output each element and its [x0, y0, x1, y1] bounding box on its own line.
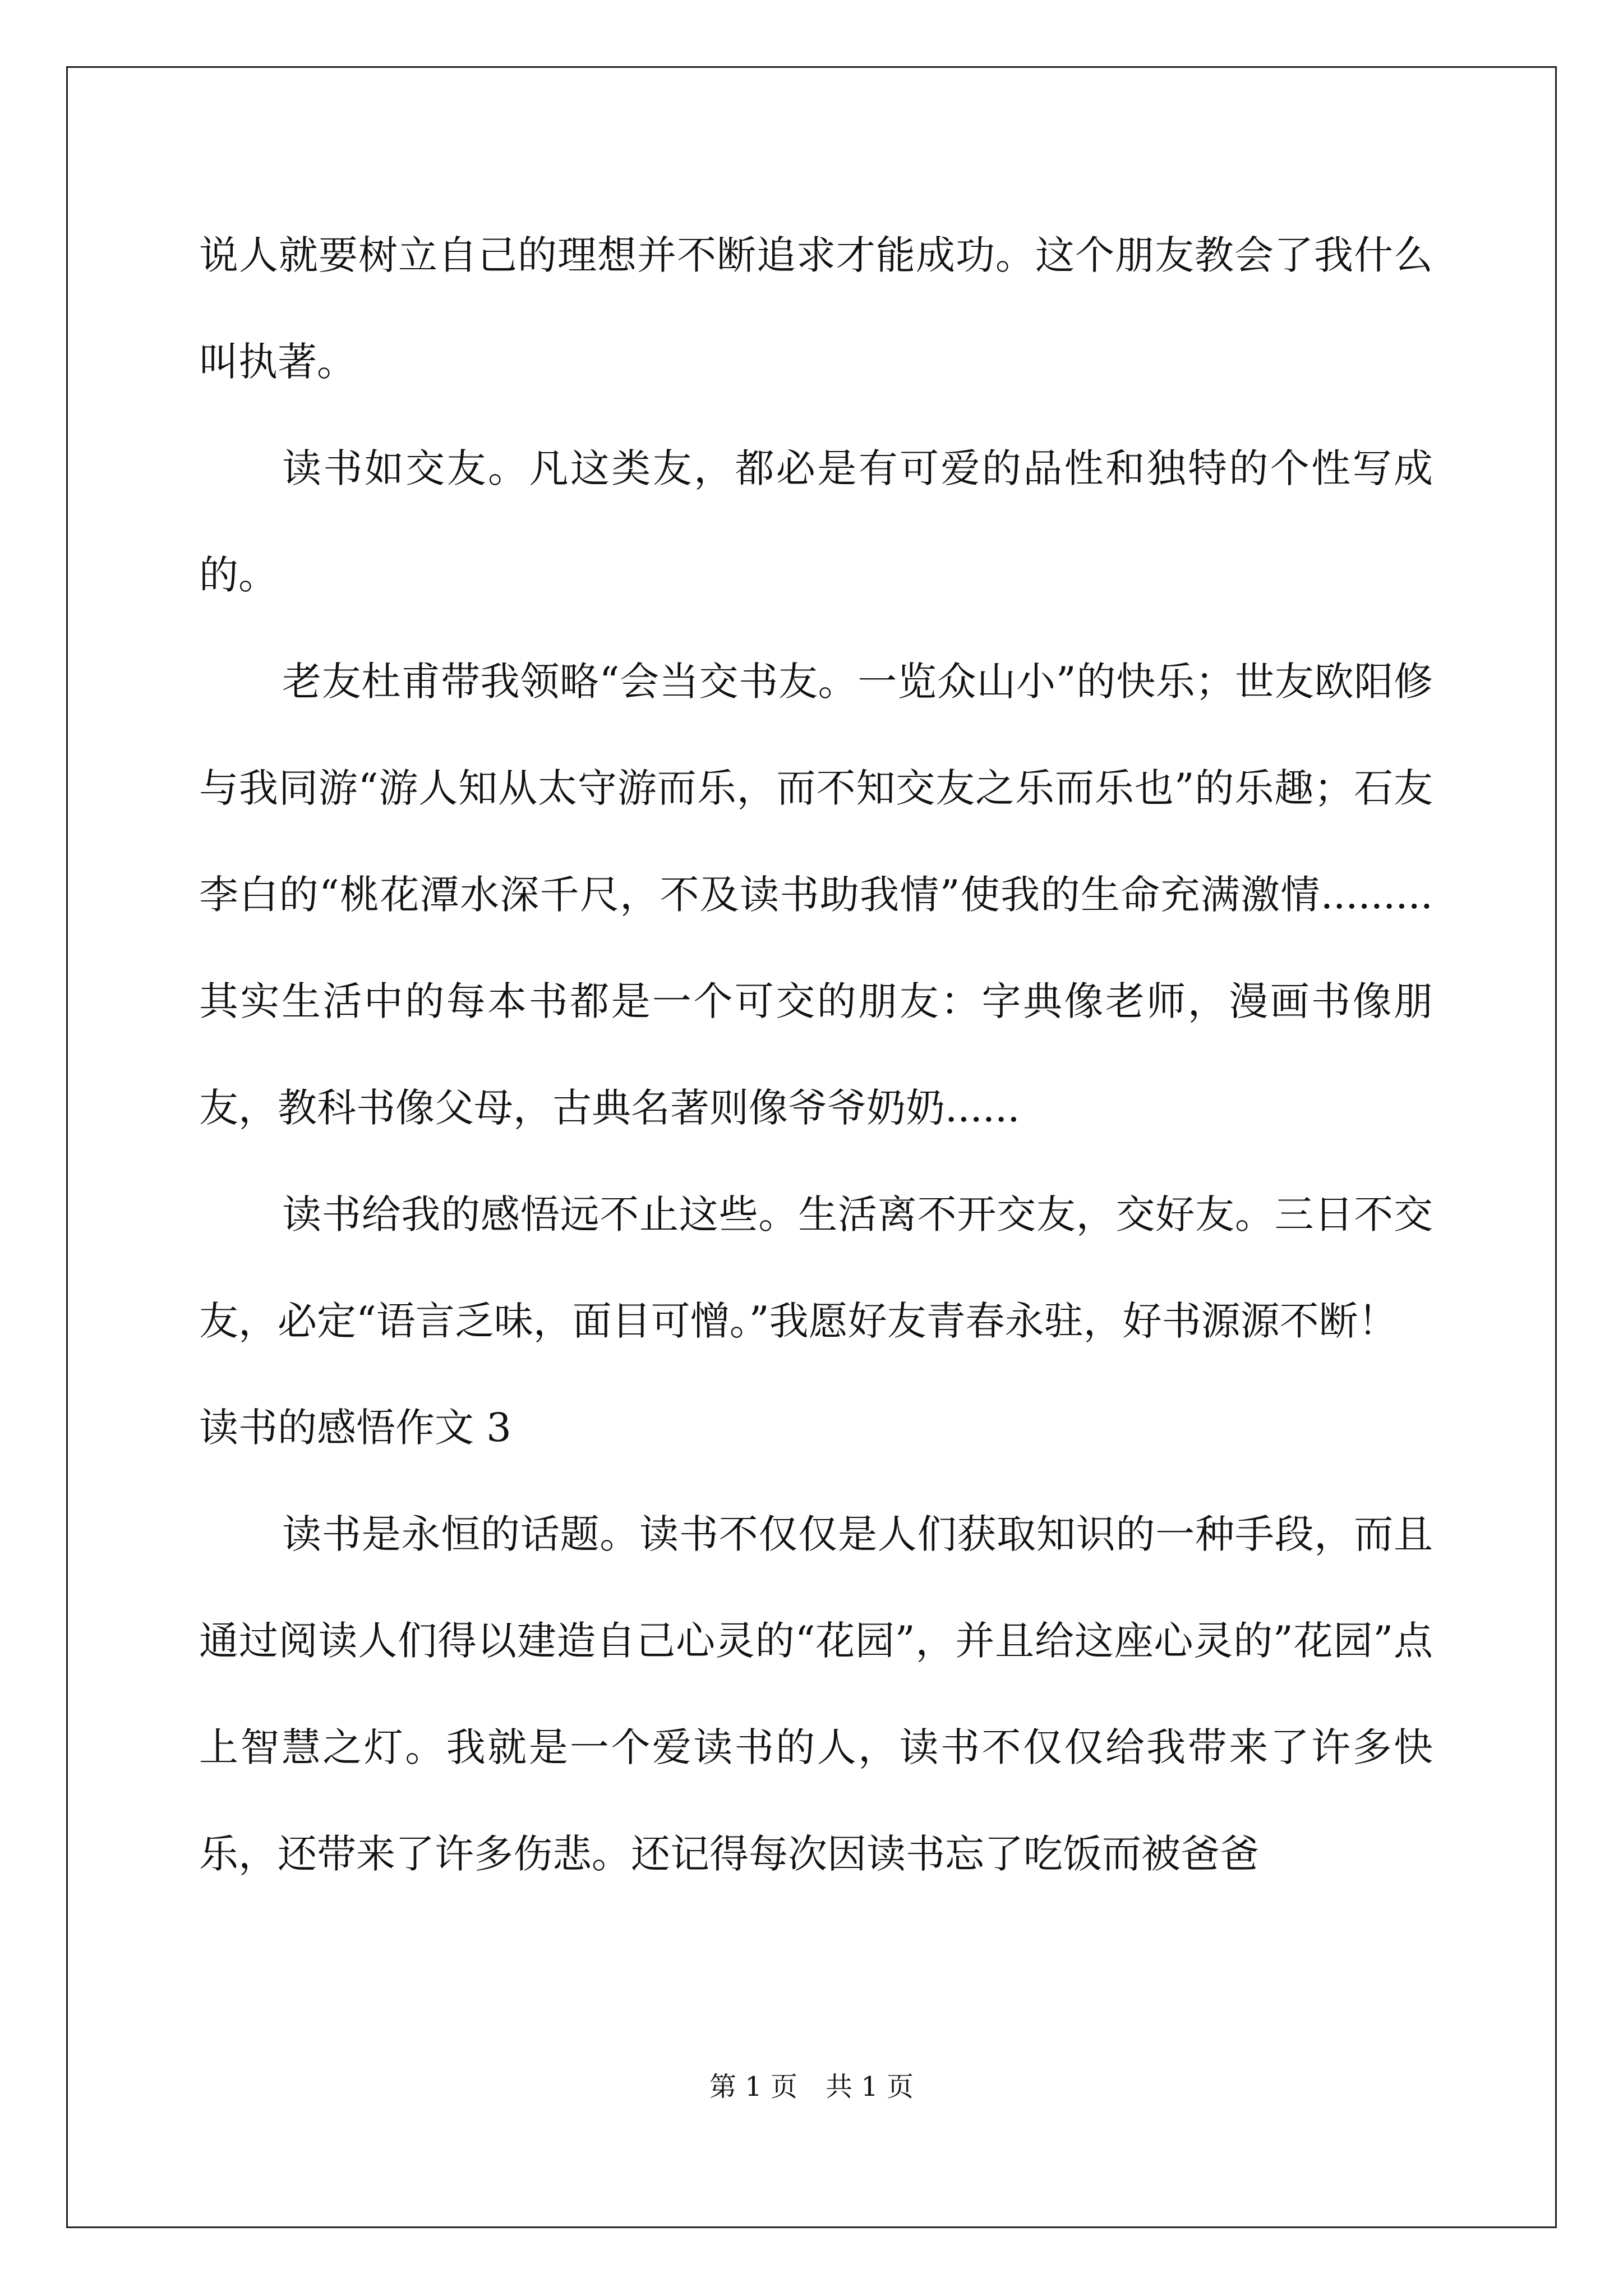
- page-total: 共 1 页: [826, 2071, 914, 2102]
- section-heading: 读书的感悟作文 3: [199, 1405, 511, 1451]
- page-footer: [0, 2070, 1623, 2104]
- paragraph-1: 说人就要树立自己的理想并不断追求才能成功。这个朋友教会了我什么叫执著。: [199, 232, 1433, 385]
- paragraph-5: 读书是永恒的话题。读书不仅仅是人们获取知识的一种手段，而且通过阅读人们得以建造自己心灵的“花园”，并且给这座心灵的”花园”点上智慧之灯。我就是一个爱读书的人，读书不仅仅给我带来了许多快乐，还带来了许多伤悲。还记得每次因读书忘了吃饭而被爸爸: [199, 1511, 1433, 1877]
- page-number: 第 1 页: [709, 2071, 797, 2102]
- paragraph-3: 老友杜甫带我领略“会当交书友。一览众山小”的快乐；世友欧阳修与我同游“游人知从太守游而乐，而不知交友之乐而乐也”的乐趣；石友李白的“桃花潭水深千尺，不及读书助我情”使我的生命充满激情.........其实生活中的每本书都是一个可交的朋友：字典像老师，漫画书像朋友，教科书像父母，古典名著则像爷爷奶奶......: [199, 659, 1433, 1131]
- document-body: [199, 202, 1433, 1907]
- paragraph-4: 读书给我的感悟远不止这些。生活离不开交友，交好友。三日不交友，必定“语言乏味，面目可憎。”我愿好友青春永驻，好书源源不断！: [199, 1191, 1433, 1344]
- paragraph-2: 读书如交友。凡这类友，都必是有可爱的品性和独特的个性写成的。: [199, 445, 1433, 598]
